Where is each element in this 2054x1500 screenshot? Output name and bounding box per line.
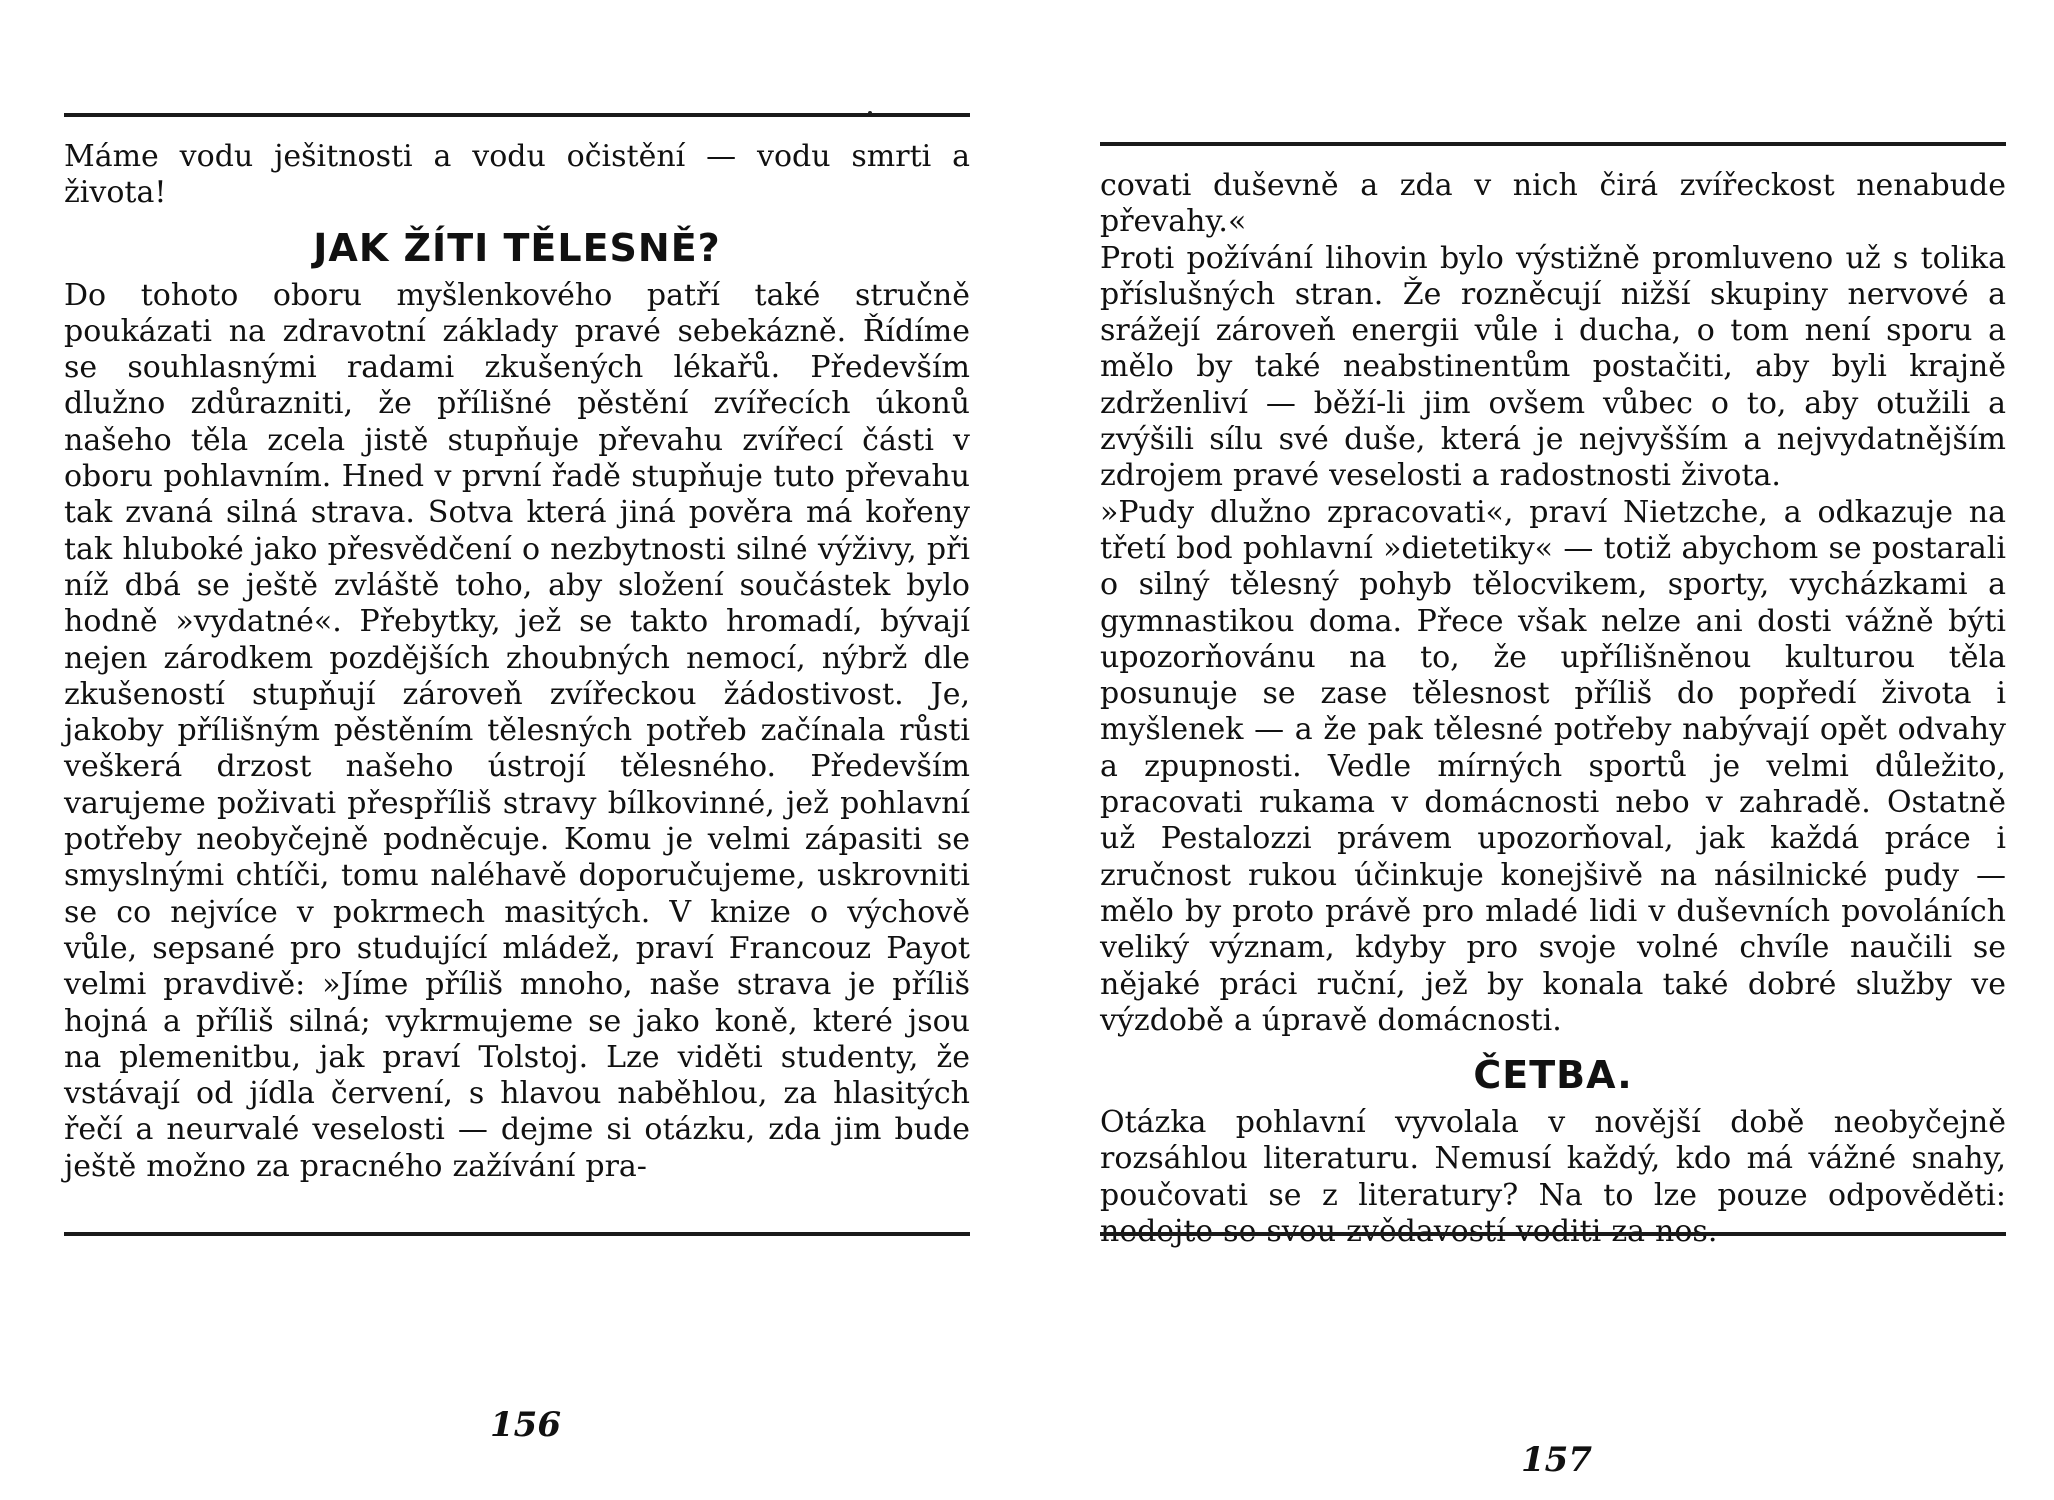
section-heading: ČETBA. [1473, 1053, 1633, 1098]
paragraph-drives: »Pudy dlužno zpracovati«, praví Nietzche, a odkazuje na třetí bod pohlavní »dietetiky« — totiž abychom se postarali o silný tělesný pohyb tělocvikem, sporty, vycházkami a gymnastikou doma. Přece však nelze ani dosti vážně býti upozorňovánu na to, že upřílišněnou kulturou těla posunuje se zase tělesnost příliš do popředí života i myšlenek — a že pak tělesné potřeby nabývají opět odvahy a zpupnosti. Vedle mírných sportů je velmi důležito, pracovati rukama v domácnosti nebo v zahradě. Ostatně už Pestalozzi právem upozorňoval, jak každá práce i zručnost rukou účinkuje konejšivě na násilnické pudy — mělo by proto právě pro mladé lidi v duševních povoláních veliký význam, kdyby pro svoje volné chvíle naučili se nějaké práci ruční, jež by konala také dobré služby ve výzdobě a úpravě domácnosti. [1100, 494, 2006, 1038]
right-page [1100, 142, 2006, 1250]
paragraph-alcohol: Proti požívání lihovin bylo výstižně promluveno už s tolika příslušných stran. Že rozněcují nižší skupiny nervové a srážejí zároveň energii vůle i ducha, o tom není sporu a mělo by také neabstinentům postačiti, aby byli krajně zdrženliví — běží-li jim ovšem vůbec o to, aby otužili a zvýšili sílu své duše, která je nejvyšším a nejvydatnějším zdrojem pravé veselosti a radostnosti života. [1100, 240, 2006, 494]
intro-paragraph: Máme vodu ješitnosti a vodu očistění — vodu smrti a života! [64, 139, 970, 211]
top-rule [1100, 142, 2006, 146]
bottom-rule-right [1100, 1232, 2006, 1236]
section-heading: JAK ŽÍTI TĚLESNĚ? [313, 225, 721, 270]
left-page [64, 113, 970, 1185]
body-paragraph: Do tohoto oboru myšlenkového patří také stručně poukázati na zdravotní základy pravé sebekázně. Řídíme se souhlasnými radami zkušených lékařů. Především dlužno zdůrazniti, že přílišné pěstění zvířecích úkonů našeho těla zcela jistě stupňuje převahu zvířecí části v oboru pohlavním. Hned v první řadě stupňuje tuto převahu tak zvaná silná strava. Sotva která jiná pověra má kořeny tak hluboké jako přesvědčení o nezbytnosti silné výživy, při níž dbá se ještě zvláště toho, aby složení součástek bylo hodně »vydatné«. Přebytky, jež se takto hromadí, bývají nejen zárodkem pozdějších zhoubných nemocí, nýbrž dle zkušeností stupňují zároveň zvířeckou žádostivost. Je, jakoby přílišným pěstěním tělesných potřeb začínala růsti veškerá drzost našeho ústrojí tělesného. Především varujeme poživati přespříliš stravy bílkovinné, jež pohlavní potřeby neobyčejně podněcuje. Komu je velmi zápasiti se smyslnými chtíči, tomu naléhavě doporučujeme, uskrovniti se co nejvíce v pokrmech masitých. V knize o výchově vůle, sepsané pro studující mládež, praví Francouz Payot velmi pravdivě: »Jíme příliš mnoho, naše strava je příliš hojná a příliš silná; vykrmujeme se jako koně, které jsou na plemenitbu, jak praví Tolstoj. Lze viděti studenty, že vstávají od jídla červení, s hlavou naběhlou, za hlasitých řečí a neurvalé veselosti — dejme si otázku, zda jim bude ještě možno za pracného zažívání pra- [64, 277, 970, 1184]
paragraph-continuation: covati duševně a zda v nich čirá zvířeckost nenabude převahy.« [1100, 168, 2006, 240]
top-rule [64, 113, 970, 117]
bottom-rule-left [64, 1232, 970, 1236]
page-number-right: 157 [1521, 1440, 1592, 1480]
page-number-left: 156 [490, 1405, 561, 1445]
paragraph-reading: Otázka pohlavní vyvolala v novější době neobyčejně rozsáhlou literaturu. Nemusí každý, kdo má vážné snahy, poučovati se z literatury? Na to lze pouze odpověděti: nedejte se svou zvědavostí voditi za nos. [1100, 1105, 2006, 1250]
